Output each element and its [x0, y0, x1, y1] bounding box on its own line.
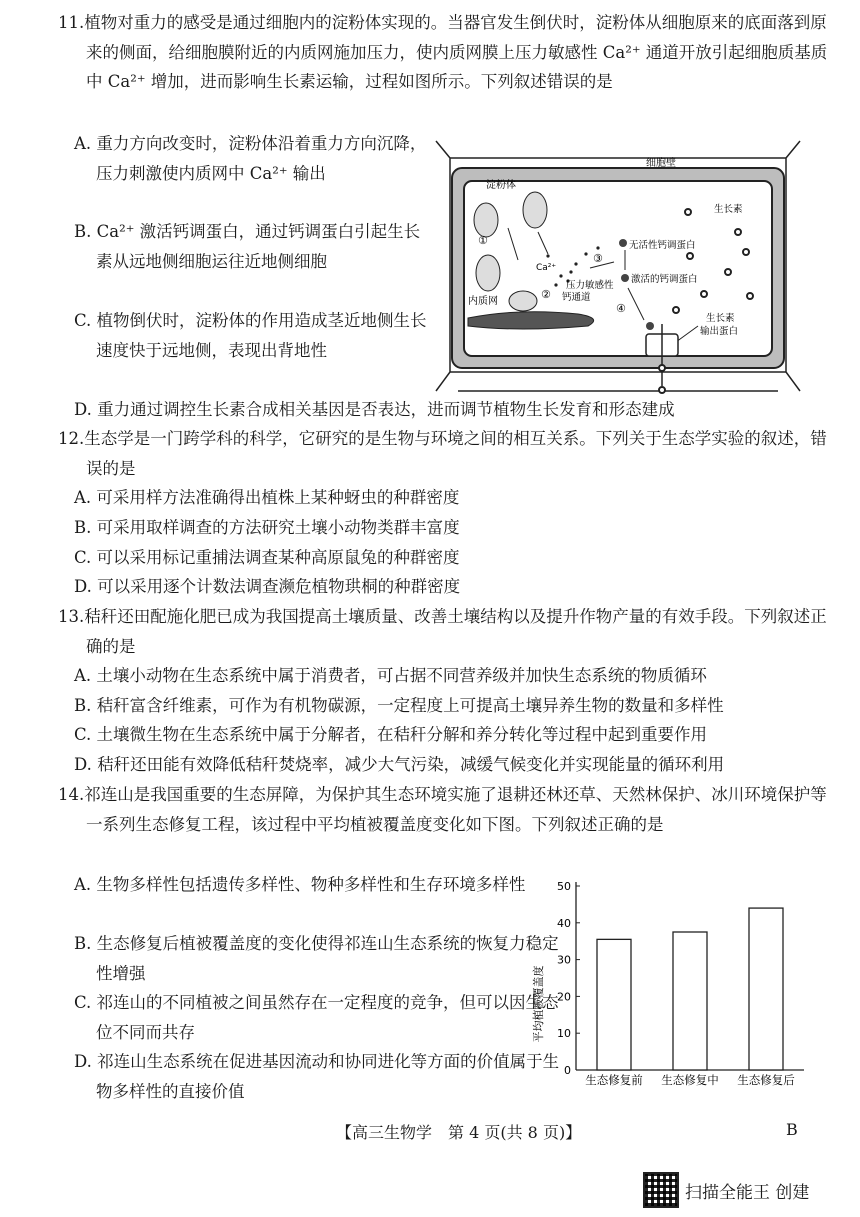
y-tick-label: 30 [557, 953, 571, 967]
y-tick-label: 50 [557, 880, 571, 893]
q12-option-a: A. 可采用样方法准确得出植株上某种蚜虫的种群密度 [74, 488, 460, 507]
step-4-label: ④ [616, 302, 626, 315]
step-1-label: ① [478, 234, 488, 247]
q12-option-d: D. 可以采用逐个计数法调查濒危植物珙桐的种群密度 [74, 577, 461, 596]
q11-option-a: A. 重力方向改变时，淀粉体沿着重力方向沉降，压力刺激使内质网中 Ca²⁺ 输出 [74, 134, 427, 183]
qr-code-icon [643, 1172, 679, 1208]
x-tick-label: 生态修复中 [661, 1073, 719, 1087]
amyloplast-label: 淀粉体 [486, 180, 516, 191]
q13-option-d: D. 秸秆还田能有效降低秸秆焚烧率，减少大气污染，减缓气候变化并实现能量的循环利用 [74, 755, 725, 774]
er-label: 内质网 [468, 296, 498, 307]
y-tick-label: 0 [564, 1064, 571, 1077]
bar [673, 932, 707, 1070]
q13-option-b: B. 秸秆富含纤维素，可作为有机物碳源，一定程度上可提高土壤异养生物的数量和多样性 [74, 696, 724, 715]
x-tick-label: 生态修复后 [737, 1073, 795, 1087]
y-axis-label: 平均植被覆盖度 [532, 965, 545, 1043]
q11-stem: 11.植物对重力的感受是通过细胞内的淀粉体实现的。当器官发生倒伏时，淀粉体从细胞原来的底面落到原来的侧面，给细胞膜附近的内质网施加压力，使内质网膜上压力敏感性 Ca²⁺ 通道开放引起细胞质基质中 Ca²⁺ 增加，进而影响生长素运输，过程如图所示。下列叙述错误的是 [58, 13, 828, 91]
cell-diagram [428, 136, 808, 398]
x-tick-label: 生态修复前 [585, 1073, 643, 1087]
q14-option-b: B. 生态修复后植被覆盖度的变化使得祁连山生态系统的恢复力稳定性增强 [74, 934, 559, 983]
inactive-calmodulin-label: 无活性钙调蛋白 [629, 240, 696, 251]
q13-stem: 13.秸秆还田配施化肥已成为我国提高土壤质量、改善土壤结构以及提升作物产量的有效手段。下列叙述正确的是 [58, 607, 827, 656]
paper-version: B [786, 1120, 798, 1139]
channel-label-1: 压力敏感性 [566, 280, 614, 291]
q13-option-a: A. 土壤小动物在生态系统中属于消费者，可占据不同营养级并加快生态系统的物质循环 [74, 666, 707, 685]
q12-option-c: C. 可以采用标记重捕法调查某种高原鼠兔的种群密度 [74, 548, 460, 567]
ca-ion-label: Ca²⁺ [536, 263, 557, 273]
bar [749, 908, 783, 1070]
auxin-label: 生长素 [714, 204, 743, 215]
q14-option-a: A. 生物多样性包括遗传多样性、物种多样性和生存环境多样性 [74, 875, 526, 894]
bar [597, 939, 631, 1070]
q13-option-c: C. 土壤微生物在生态系统中属于分解者，在秸秆分解和养分转化等过程中起到重要作用 [74, 725, 708, 744]
q11-option-d: D. 重力通过调控生长素合成相关基因是否表达，进而调节植物生长发育和形态建成 [74, 400, 675, 419]
cell-wall-label: 细胞壁 [646, 158, 676, 169]
q14-stem: 14.祁连山是我国重要的生态屏障，为保护其生态环境实施了退耕还林还草、天然林保护、冰川环境保护等一系列生态修复工程，该过程中平均植被覆盖度变化如下图。下列叙述正确的是 [58, 785, 827, 834]
exporter-label-1: 生长素 [706, 313, 735, 324]
y-tick-label: 40 [557, 916, 571, 930]
step-3-label: ③ [593, 252, 603, 265]
y-tick-label: 10 [557, 1027, 571, 1041]
q12-option-b: B. 可采用取样调查的方法研究土壤小动物类群丰富度 [74, 518, 460, 537]
channel-label-2: 钙通道 [562, 292, 591, 303]
scanner-watermark [643, 1172, 809, 1208]
q14-option-d: D. 祁连山生态系统在促进基因流动和协同进化等方面的价值属于生物多样性的直接价值 [74, 1052, 560, 1101]
q11-option-c: C. 植物倒伏时，淀粉体的作用造成茎近地侧生长速度快于远地侧，表现出背地性 [74, 311, 427, 360]
step-2-label: ② [541, 288, 551, 301]
active-calmodulin-label: 激活的钙调蛋白 [631, 274, 698, 285]
y-tick-label: 20 [557, 990, 571, 1004]
watermark-text: 扫描全能王 创建 [685, 1182, 810, 1203]
q12-stem: 12.生态学是一门跨学科的科学，它研究的是生物与环境之间的相互关系。下列关于生态学实验的叙述，错误的是 [58, 429, 827, 478]
exporter-label-2: 输出蛋白 [700, 326, 739, 337]
page-footer: 【高三生物学 第 4 页(共 8 页)】 [336, 1123, 582, 1142]
q14-option-c: C. 祁连山的不同植被之间虽然存在一定程度的竞争，但可以因生态位不同而共存 [74, 993, 559, 1042]
q11-option-b: B. Ca²⁺ 激活钙调蛋白，通过钙调蛋白引起生长素从远地侧细胞运往近地侧细胞 [74, 222, 421, 271]
vegetation-cover-chart [528, 874, 810, 1094]
